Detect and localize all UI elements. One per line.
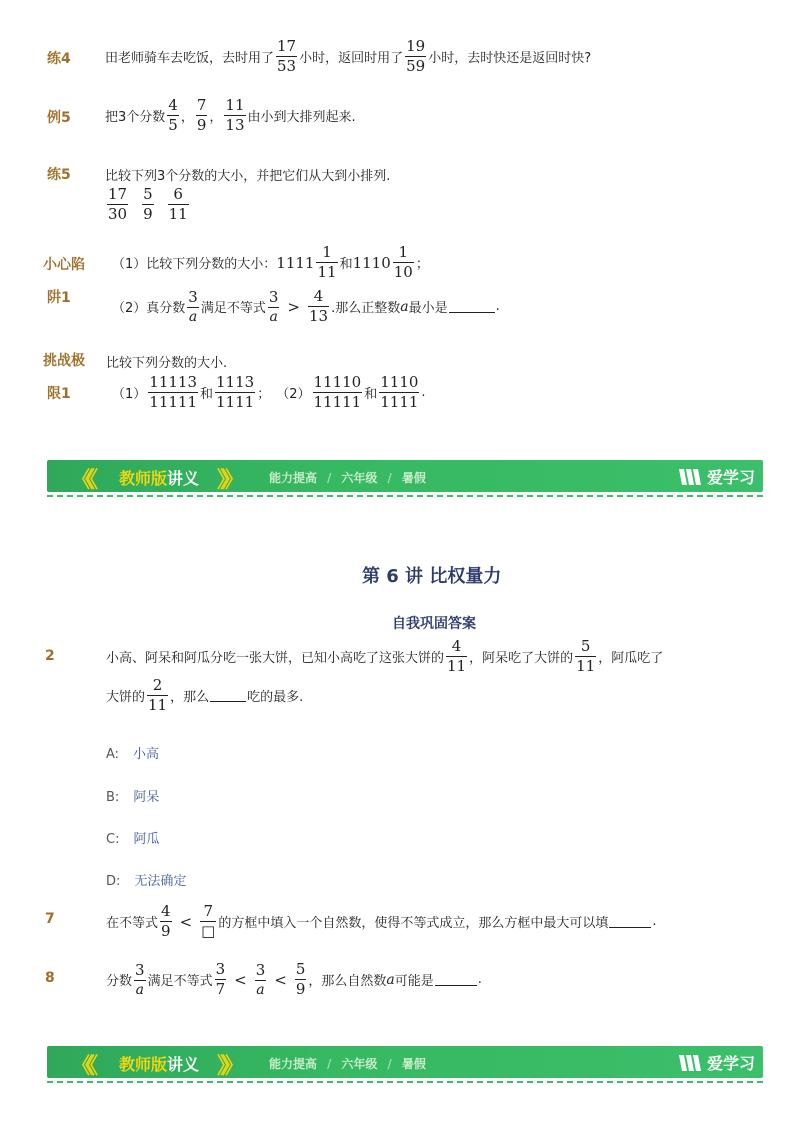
fraction: $\frac{11}{13}$ [225, 96, 245, 135]
lecture-title: 第 6 讲 比权量力 [362, 566, 502, 587]
brand-logo: 爱学习 [677, 1051, 755, 1074]
teacher-edition-banner [47, 1046, 763, 1078]
fraction: $\frac{4}{9}$ [161, 902, 171, 941]
exercise-lian4-text: 田老师骑车去吃饭，去时用了 $\frac{17}{53}$ 小时，返回时用了 $\frac{19}{59}$ 小时，去时快还是返回时快? [105, 37, 592, 76]
answer-blank[interactable] [435, 974, 477, 986]
fraction: $\frac{17}{30}$ [108, 185, 128, 224]
fraction: $\frac{7}{□}$ [201, 902, 216, 941]
trap-label-line2: 阱1 [47, 290, 71, 306]
answers-subtitle: 自我巩固答案 [392, 616, 476, 632]
fraction: $\frac{3}{a}$ [255, 960, 266, 998]
brand-logo: 爱学习 [677, 465, 755, 488]
example-li5-text: 把3个分数 $\frac{4}{5}$ ， $\frac{7}{9}$ ， $\frac{11}{13}$ 由小到大排列起来. [105, 96, 356, 135]
fraction: $\frac{1113}{1111}$ [216, 373, 255, 412]
option-c[interactable]: C: 阿瓜 [106, 832, 160, 847]
example-label-li5: 例5 [47, 110, 71, 126]
fraction: $\frac{19}{59}$ [406, 37, 426, 76]
brand-mark-icon [677, 1053, 703, 1073]
answer-blank[interactable] [210, 690, 246, 702]
brand-mark-icon [677, 467, 703, 487]
banner-breadcrumb: 能力提高 / 六年级 / 暑假 [269, 1057, 426, 1071]
fraction: $\frac{1}{11}$ [317, 243, 337, 282]
exercise-label-lian5: 练5 [47, 167, 71, 183]
fraction: $\frac{1110}{1111}$ [380, 373, 419, 412]
fraction: $\frac{2}{11}$ [148, 676, 168, 715]
fraction: $\frac{7}{9}$ [196, 96, 207, 135]
teacher-edition-banner [47, 460, 763, 492]
banner-breadcrumb: 能力提高 / 六年级 / 暑假 [269, 471, 426, 485]
fraction: $\frac{4}{5}$ [168, 96, 178, 135]
question-2-line1: 小高、阿呆和阿瓜分吃一张大饼，已知小高吃了这张大饼的 $\frac{4}{11}$ ，阿呆吃了大饼的 $\frac{5}{11}$ ，阿瓜吃了 [106, 637, 664, 676]
banner-title: 教师版讲义 [119, 1055, 200, 1074]
option-b[interactable]: B: 阿呆 [106, 790, 160, 805]
fraction: $\frac{4}{11}$ [447, 637, 467, 676]
trap-part2: （2）真分数 $\frac{3}{a}$ 满足不等式 $\frac{3}{a}$ > $\frac{4}{13}$ .那么正整数 a 最小是 . [112, 287, 500, 326]
fraction: $\frac{4}{13}$ [308, 287, 329, 326]
fraction: $\frac{5}{9}$ [143, 185, 153, 224]
fraction: $\frac{3}{a}$ [188, 287, 198, 325]
challenge-text: 比较下列分数的大小. [106, 356, 228, 371]
exercise-label-lian4: 练4 [47, 51, 71, 67]
banner-divider [47, 495, 763, 497]
exercise-lian5-fractions [105, 186, 191, 224]
question-number: 2 [45, 648, 55, 664]
banner-divider [47, 1081, 763, 1083]
answer-blank[interactable] [609, 916, 651, 928]
fraction: $\frac{6}{11}$ [168, 185, 188, 224]
fraction: $\frac{17}{53}$ [277, 37, 297, 76]
trap-label-line1: 小心陷 [43, 257, 85, 273]
fraction: $\frac{1}{10}$ [393, 243, 413, 282]
challenge-label-line2: 限1 [47, 386, 71, 402]
fraction: $\frac{11110}{11111}$ [313, 373, 362, 412]
fraction: $\frac{11113}{11111}$ [149, 373, 197, 412]
banner-title: 教师版讲义 [119, 469, 200, 488]
challenge-label-line1: 挑战极 [43, 353, 85, 369]
answer-blank[interactable] [449, 301, 495, 313]
chevron-left-icon: 《《 [71, 468, 93, 493]
chevron-right-icon: 》》 [217, 1054, 239, 1079]
question-2-line2: 大饼的 $\frac{2}{11}$ ，那么 吃的最多. [106, 676, 304, 715]
fraction: $\frac{3}{a}$ [135, 960, 145, 998]
fraction: $\frac{5}{11}$ [576, 637, 596, 676]
fraction: $\frac{3}{7}$ [215, 960, 226, 999]
fraction: $\frac{5}{9}$ [295, 960, 306, 999]
question-number: 8 [45, 970, 55, 986]
fraction: $\frac{3}{a}$ [268, 287, 279, 325]
question-number: 7 [45, 911, 55, 927]
chevron-left-icon: 《《 [71, 1054, 93, 1079]
exercise-lian5-text: 比较下列3个分数的大小，并把它们从大到小排列. [105, 169, 391, 184]
question-8-text: 分数 $\frac{3}{a}$ 满足不等式 $\frac{3}{7}$ < $\frac{3}{a}$ < $\frac{5}{9}$ ，那么自然数 a 可能是 . [106, 960, 482, 999]
challenge-fractions: （1） $\frac{11113}{11111}$ 和 $\frac{1113}{1111}$ ； （2） $\frac{11110}{11111}$ 和 $\frac{1110}{1111}$ . [112, 373, 426, 412]
option-d[interactable]: D: 无法确定 [106, 874, 187, 889]
option-a[interactable]: A: 小高 [106, 747, 160, 762]
chevron-right-icon: 》》 [217, 468, 239, 493]
trap-part1: （1）比较下列分数的大小： 1111 $\frac{1}{11}$ 和 1110 $\frac{1}{10}$ ； [112, 243, 429, 282]
question-7-text: 在不等式 $\frac{4}{9}$ < $\frac{7}{□}$ 的方框中填入一个自然数，使得不等式成立，那么方框中最大可以填 . [106, 902, 657, 941]
